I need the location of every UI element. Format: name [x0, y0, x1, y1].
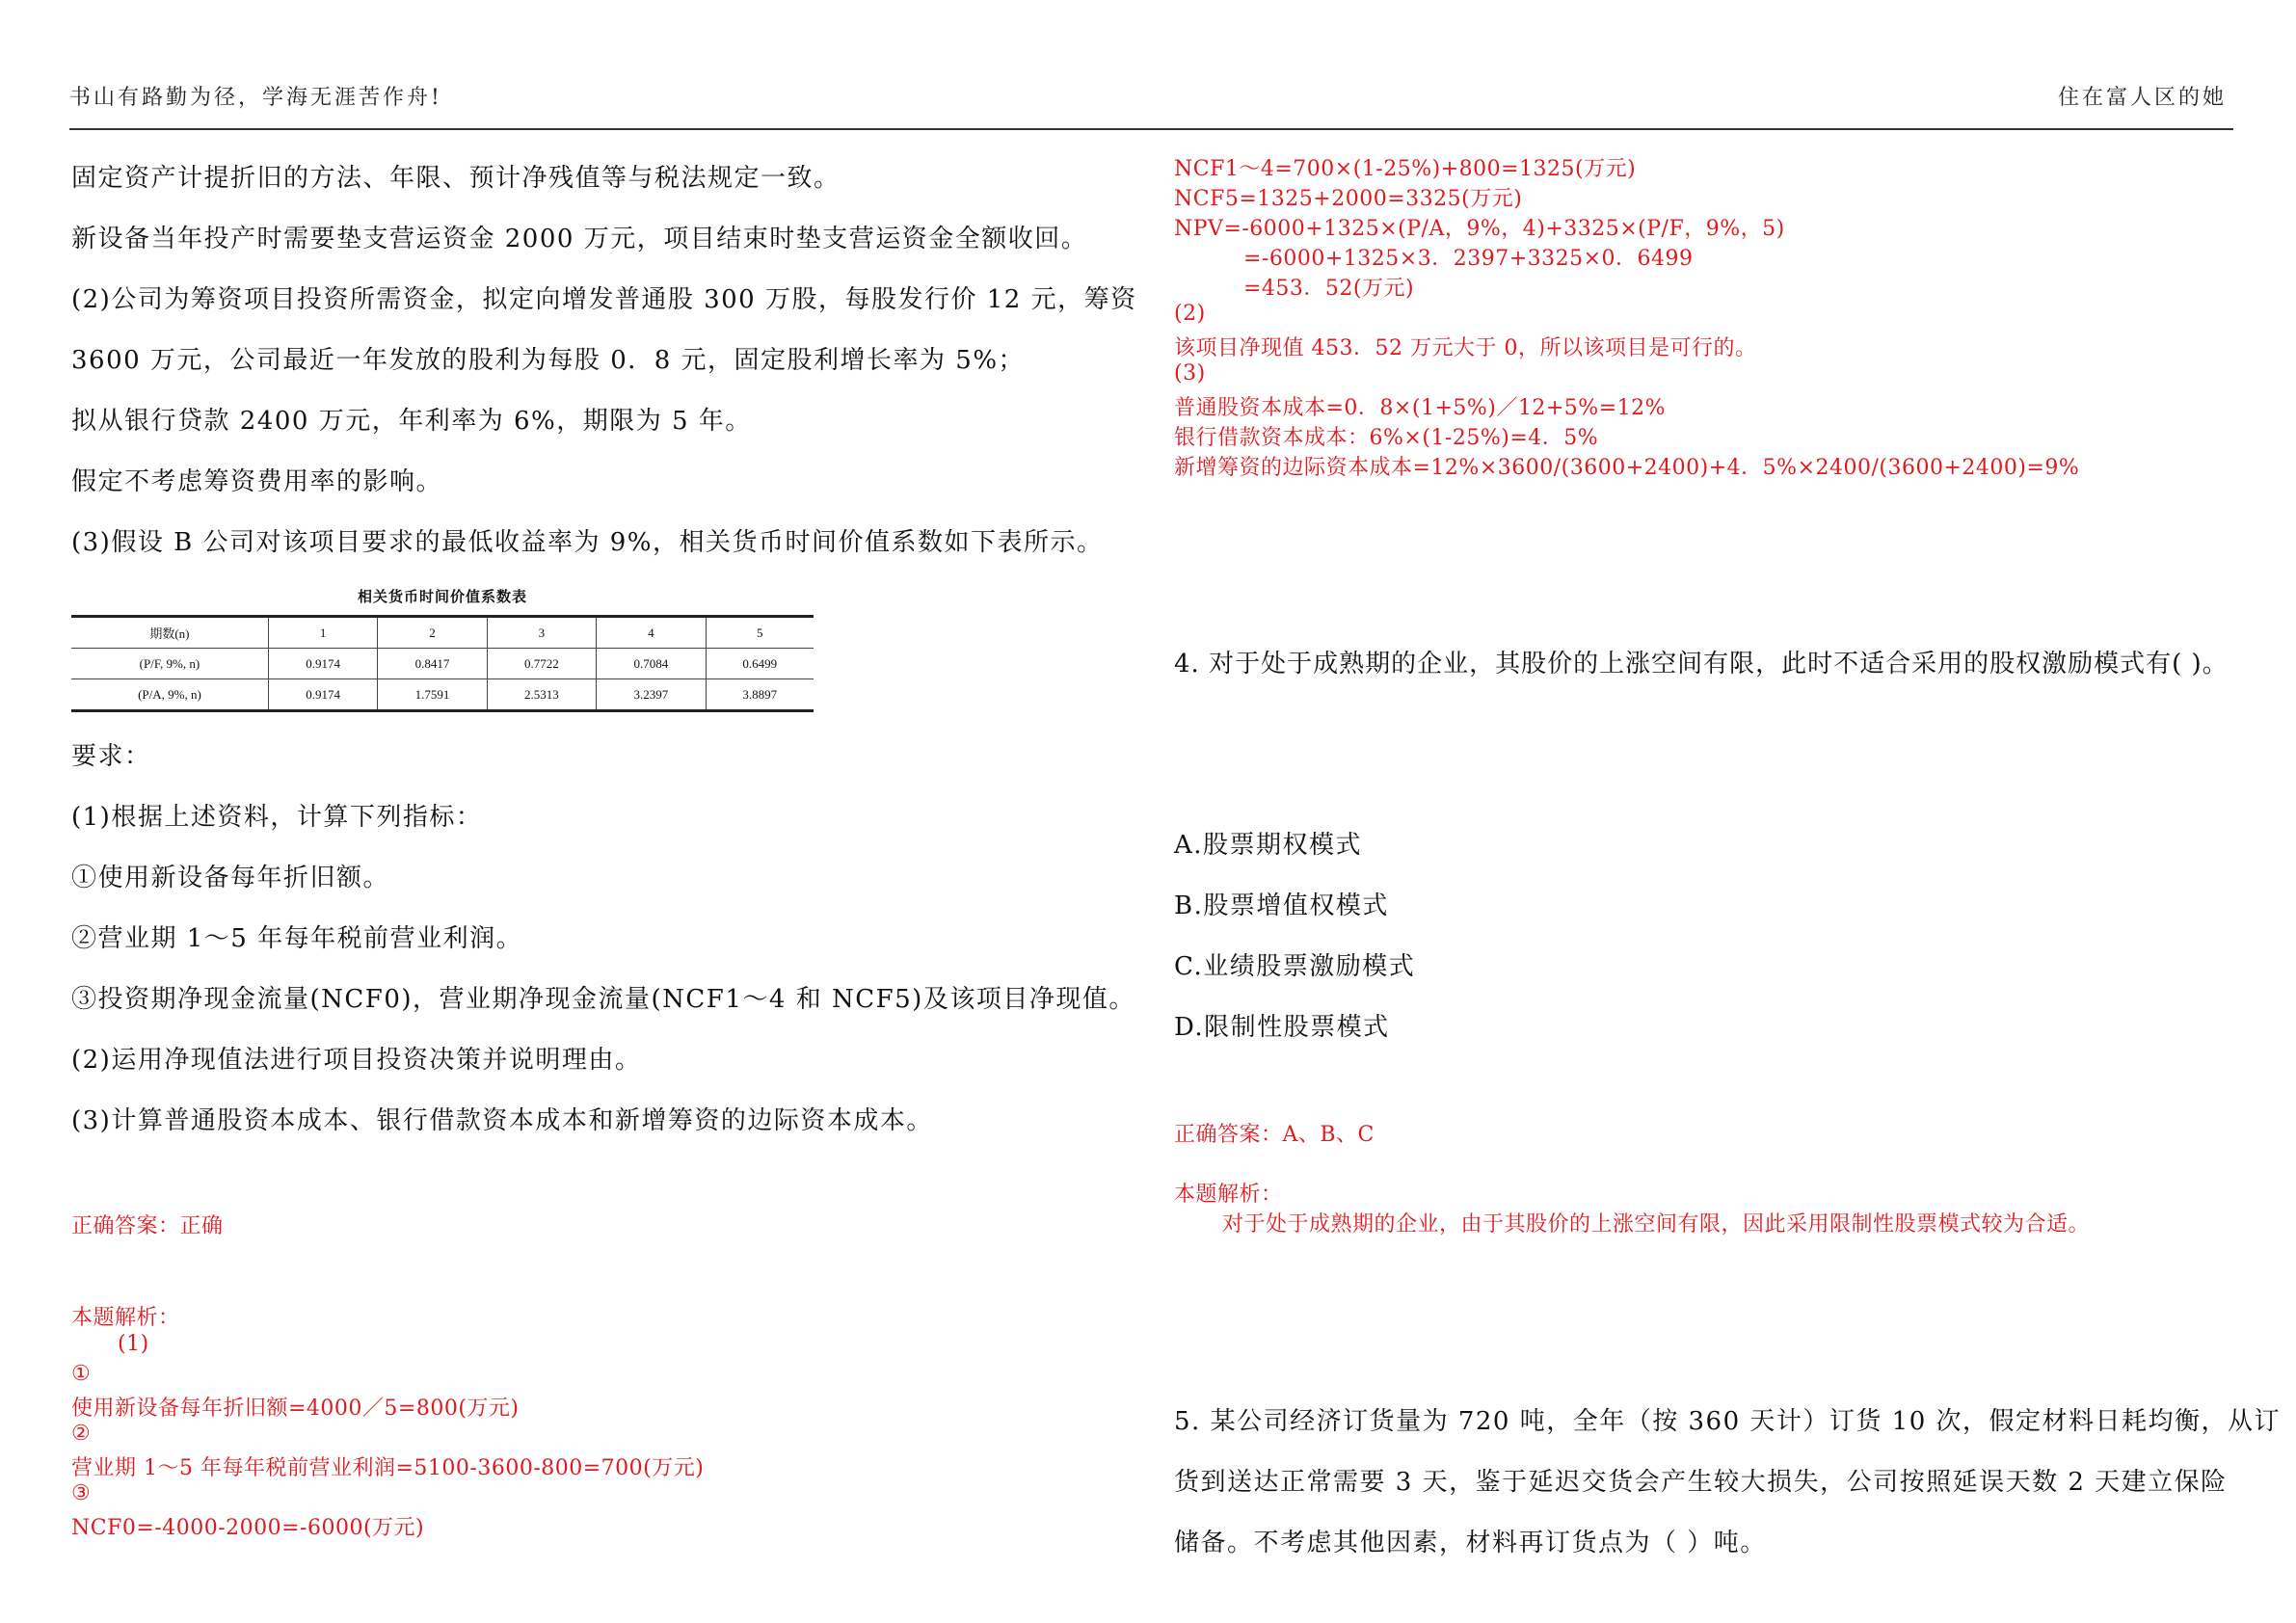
paragraph-line: 要求： [71, 742, 151, 771]
header-author: 住在富人区的她 [2057, 86, 2227, 110]
question-5-line: 货到送达正常需要 3 天，鉴于延迟交货会产生较大损失，公司按照延误天数 2 天建立保险 [1174, 1468, 2228, 1497]
table-cell: (P/A, 9%, n) [71, 679, 268, 711]
paragraph-line: 固定资产计提折旧的方法、年限、预计净残值等与税法规定一致。 [71, 164, 841, 193]
analysis-line: ③ [71, 1481, 92, 1505]
paragraph-line: (3)假设 B 公司对该项目要求的最低收益率为 9%，相关货币时间价值系数如下表所示。 [71, 528, 1104, 557]
table-cell: 0.7084 [597, 649, 706, 679]
table-row [71, 649, 814, 679]
table-cell: (P/F, 9%, n) [71, 649, 268, 679]
calc-line: 该项目净现值 453．52 万元大于 0，所以该项目是可行的。 [1174, 336, 1757, 360]
option-c: C.业绩股票激励模式 [1174, 952, 1416, 981]
calc-line: 普通股资本成本=0．8×(1+5%)／12+5%=12% [1174, 396, 1667, 420]
calc-line: NCF5=1325+2000=3325(万元) [1174, 187, 1523, 211]
table-header-cell: 期数(n) [71, 617, 268, 649]
analysis-title: 本题解析： [1174, 1183, 1283, 1207]
analysis-line: 使用新设备每年折旧额=4000／5=800(万元) [71, 1397, 520, 1421]
paragraph-line: 拟从银行贷款 2400 万元，年利率为 6%，期限为 5 年。 [71, 407, 752, 436]
option-d: D.限制性股票模式 [1174, 1013, 1390, 1042]
table-header-cell: 1 [268, 617, 377, 649]
correct-answer: 正确答案：正确 [71, 1214, 224, 1238]
correct-answer: 正确答案：A、B、C [1174, 1123, 1375, 1147]
paragraph-line: ①使用新设备每年折旧额。 [71, 864, 390, 892]
table-cell: 0.6499 [706, 649, 814, 679]
analysis-text: 对于处于成熟期的企业，由于其股价的上涨空间有限，因此采用限制性股票模式较为合适。 [1222, 1212, 2091, 1237]
coefficient-table [71, 615, 814, 712]
table-cell: 0.9174 [268, 679, 377, 711]
table-cell: 0.8417 [378, 649, 487, 679]
option-b: B.股票增值权模式 [1174, 891, 1389, 920]
paragraph-line: 假定不考虑筹资费用率的影响。 [71, 467, 443, 496]
table-cell: 3.2397 [597, 679, 706, 711]
table-title: 相关货币时间价值系数表 [357, 588, 527, 605]
analysis-line: NCF0=-4000-2000=-6000(万元) [71, 1516, 425, 1540]
paragraph-line: ②营业期 1～5 年每年税前营业利润。 [71, 924, 523, 953]
analysis-line: ① [71, 1362, 92, 1386]
question-4: 4. 对于处于成熟期的企业，其股价的上涨空间有限，此时不适合采用的股权激励模式有( )。 [1174, 650, 2229, 678]
question-5-line: 储备。不考虑其他因素，材料再订货点为（ ）吨。 [1174, 1529, 1767, 1557]
table-header-row [71, 617, 814, 649]
table-cell: 1.7591 [378, 679, 487, 711]
calc-line: (3) [1174, 361, 1206, 386]
paragraph-line: 3600 万元，公司最近一年发放的股利为每股 0．8 元，固定股利增长率为 5%； [71, 346, 1026, 375]
table-cell: 0.9174 [268, 649, 377, 679]
table-header-cell: 3 [487, 617, 596, 649]
calc-line: (2) [1174, 302, 1206, 326]
paragraph-line: 新设备当年投产时需要垫支营运资金 2000 万元，项目结束时垫支营运资金全额收回。 [71, 225, 1088, 253]
calc-line: 新增筹资的边际资本成本=12%×3600/(3600+2400)+4．5%×2400/(3600+2400)=9% [1174, 456, 2080, 480]
analysis-title: 本题解析： [71, 1306, 180, 1330]
header-divider [69, 128, 2233, 130]
table-header-cell: 2 [378, 617, 487, 649]
paragraph-line: ③投资期净现金流量(NCF0)，营业期净现金流量(NCF1～4 和 NCF5)及该项目净现值。 [71, 985, 1135, 1014]
table-header-cell: 4 [597, 617, 706, 649]
question-5-line: 5. 某公司经济订货量为 720 吨，全年（按 360 天计）订货 10 次，假定材料日耗均衡，从订 [1174, 1407, 2281, 1436]
calc-line: =453．52(万元) [1243, 277, 1415, 301]
analysis-line: ② [71, 1422, 92, 1446]
table-cell: 0.7722 [487, 649, 596, 679]
paragraph-line: (1)根据上述资料，计算下列指标： [71, 803, 483, 832]
analysis-line: 营业期 1～5 年每年税前营业利润=5100-3600-800=700(万元) [71, 1456, 705, 1480]
calc-line: =-6000+1325×3．2397+3325×0．6499 [1243, 247, 1694, 271]
paragraph-line: (3)计算普通股资本成本、银行借款资本成本和新增筹资的边际资本成本。 [71, 1106, 933, 1135]
table-cell: 3.8897 [706, 679, 814, 711]
table-cell: 2.5313 [487, 679, 596, 711]
analysis-line: (1) [118, 1332, 149, 1356]
paragraph-line: (2)公司为筹资项目投资所需资金，拟定向增发普通股 300 万股，每股发行价 12 元，筹资 [71, 285, 1137, 314]
table-row [71, 679, 814, 711]
calc-line: NCF1～4=700×(1-25%)+800=1325(万元) [1174, 157, 1637, 181]
calc-line: NPV=-6000+1325×(P/A，9%，4)+3325×(P/F，9%，5) [1174, 217, 1785, 241]
table-header-cell: 5 [706, 617, 814, 649]
option-a: A.股票期权模式 [1174, 831, 1363, 860]
header-motto: 书山有路勤为径，学海无涯苦作舟! [69, 86, 442, 110]
calc-line: 银行借款资本成本：6%×(1-25%)=4．5% [1174, 426, 1599, 450]
paragraph-line: (2)运用净现值法进行项目投资决策并说明理由。 [71, 1046, 642, 1075]
